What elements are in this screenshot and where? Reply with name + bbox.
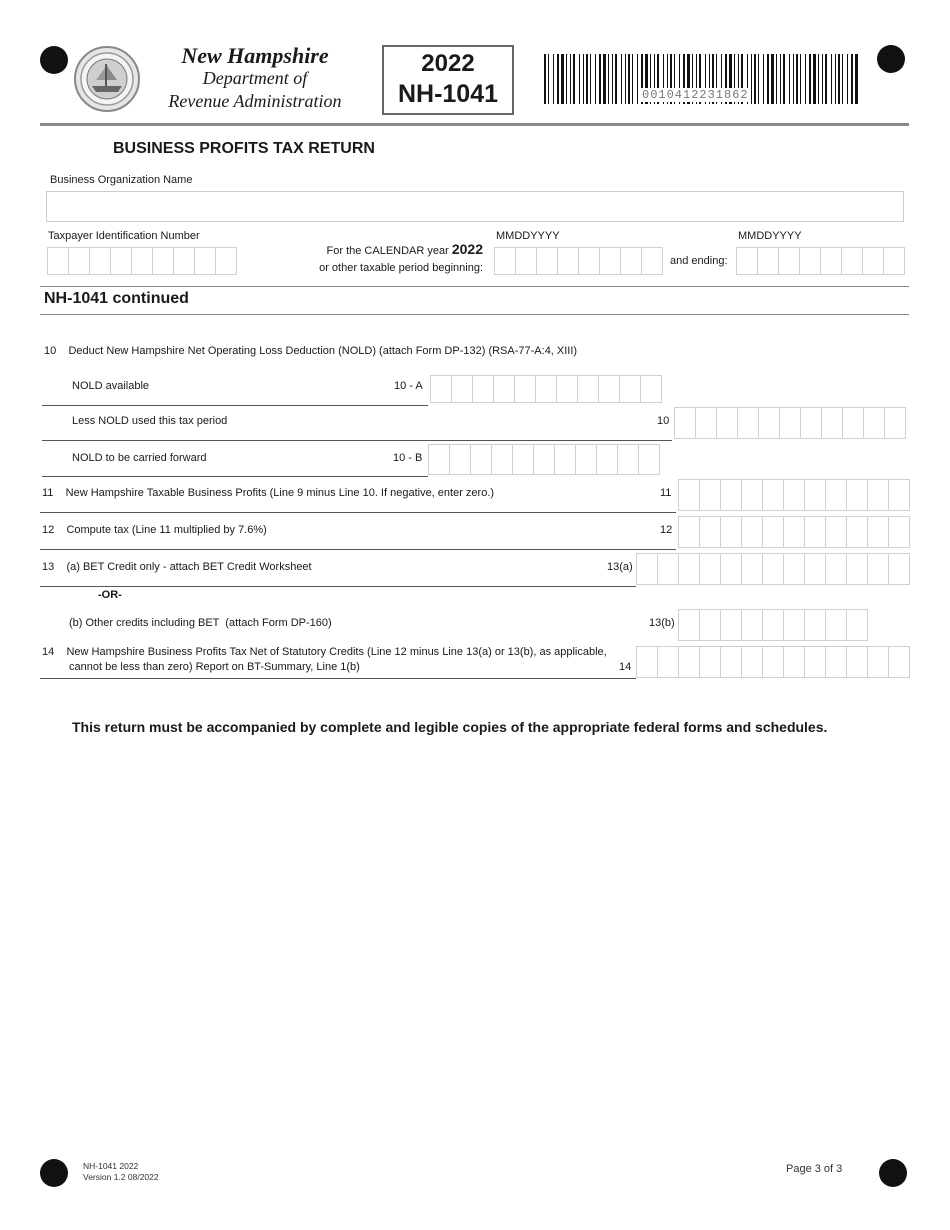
- section-divider-top: [40, 286, 909, 287]
- line-12-text: 12 Compute tax (Line 11 multiplied by 7.6%): [42, 524, 267, 536]
- line-14-rule: [40, 678, 636, 679]
- section-title: NH-1041 continued: [44, 290, 189, 307]
- footer-info: [83, 1161, 159, 1183]
- form-id-box: [382, 45, 514, 115]
- registration-mark-bottom-right: [879, 1159, 907, 1187]
- tin-field[interactable]: [47, 247, 237, 275]
- barcode-number: 0010412231862: [642, 88, 749, 102]
- ending-label: and ending:: [670, 255, 728, 267]
- form-title: BUSINESS PROFITS TAX RETURN: [113, 140, 375, 157]
- org-name-field[interactable]: [46, 191, 904, 222]
- page-number: Page 3 of 3: [786, 1163, 843, 1175]
- form-year: 2022: [421, 50, 475, 77]
- line-13b-text: (b) Other credits including BET (attach Form DP-160): [69, 617, 332, 629]
- line-14-text-1: 14 New Hampshire Business Profits Tax Net of Statutory Credits (Line 12 minus Line 13(a) or 13(b), as applicable,: [42, 646, 607, 658]
- line-13b-field[interactable]: [678, 609, 868, 641]
- line-10-code: 10: [657, 415, 670, 427]
- org-name-label: Business Organization Name: [50, 174, 193, 186]
- begin-date-format: MMDDYYYY: [496, 230, 560, 242]
- period-suffix: or other taxable period beginning:: [319, 262, 483, 274]
- line-10b-code: 10 - B: [393, 452, 423, 464]
- agency-state: New Hampshire: [181, 43, 329, 68]
- line-13a-text: 13 (a) BET Credit only - attach BET Credit Worksheet: [42, 561, 312, 573]
- line-10a-code: 10 - A: [394, 380, 423, 392]
- line-14-text-2: cannot be less than zero) Report on BT-Summary, Line 1(b): [69, 661, 360, 673]
- form-number: NH-1041: [397, 80, 499, 108]
- agency-name: [140, 44, 370, 113]
- registration-mark-top-left: [40, 46, 68, 74]
- line-11-code: 11: [660, 487, 672, 499]
- line-10a-rule: [42, 405, 428, 406]
- end-date-format: MMDDYYYY: [738, 230, 802, 242]
- end-date-field[interactable]: [736, 247, 905, 275]
- line-12-field[interactable]: [678, 516, 910, 548]
- period-prefix: For the CALENDAR year: [326, 245, 449, 257]
- footer-version: Version 1.2 08/2022: [83, 1172, 159, 1182]
- line-13a-rule: [40, 586, 636, 587]
- line-10-rule: [42, 440, 672, 441]
- line-10a-field[interactable]: [430, 375, 662, 403]
- registration-mark-bottom-left: [40, 1159, 68, 1187]
- line-10-field[interactable]: [674, 407, 906, 439]
- line-13a-code: 13(a): [607, 561, 633, 573]
- line-11-text: 11 New Hampshire Taxable Business Profits (Line 9 minus Line 10. If negative, enter zero.): [42, 487, 495, 499]
- period-year: 2022: [451, 241, 483, 257]
- line-13b-code: 13(b): [649, 617, 675, 629]
- line-12-rule: [40, 549, 676, 550]
- footer-form-id: NH-1041 2022: [83, 1161, 139, 1171]
- line-10-used-text: Less NOLD used this tax period: [72, 415, 228, 427]
- line-14-code: 14: [619, 661, 632, 673]
- agency-division: Revenue Administration: [168, 91, 342, 111]
- line-13a-field[interactable]: [636, 553, 910, 585]
- line-10-text: 10 Deduct New Hampshire Net Operating Loss Deduction (NOLD) (attach Form DP-132) (RSA-77-A:4, XIII): [44, 345, 578, 357]
- tin-label: Taxpayer Identification Number: [48, 230, 200, 242]
- line-10a-text: NOLD available: [72, 380, 150, 392]
- line-12-code: 12: [660, 524, 673, 536]
- line-14-field[interactable]: [636, 646, 910, 678]
- agency-department: Department of: [202, 68, 308, 88]
- state-seal-icon: [74, 44, 140, 114]
- line-11-rule: [40, 512, 676, 513]
- line-11-field[interactable]: [678, 479, 910, 511]
- registration-mark-top-right: [877, 45, 905, 73]
- line-10b-field[interactable]: [428, 444, 660, 475]
- line-10b-rule: [42, 476, 428, 477]
- or-separator: -OR-: [98, 589, 122, 601]
- period-text: [300, 241, 483, 277]
- section-divider-bottom: [40, 314, 909, 315]
- line-10b-text: NOLD to be carried forward: [72, 452, 207, 464]
- attachment-notice: This return must be accompanied by complete and legible copies of the appropriate federal forms and schedules.: [72, 719, 828, 735]
- header-divider: [40, 123, 909, 126]
- begin-date-field[interactable]: [494, 247, 663, 275]
